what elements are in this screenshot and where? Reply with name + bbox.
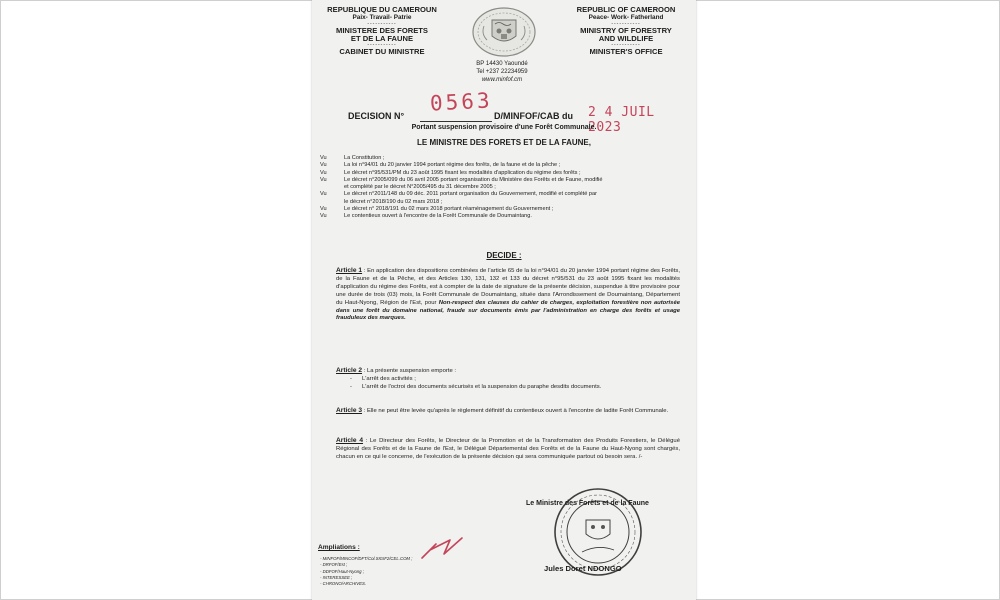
- signatory-name: Jules Doret NDONGO: [544, 564, 622, 573]
- vu-text: Le contentieux ouvert à l'encontre de la Forêt Communale de Doumaintang.: [344, 213, 532, 220]
- ampliation-item: - CHRONO/ARCHIVES.: [320, 581, 367, 587]
- header-right-separator: -----------: [611, 42, 641, 48]
- vu-key: [320, 184, 344, 191]
- header-left-line2: Paix- Travail- Patrie: [352, 14, 412, 21]
- vu-item: [320, 199, 690, 206]
- vu-text: La Constitution ;: [344, 155, 385, 161]
- vu-key: Vu: [320, 213, 327, 220]
- header-right-line2: Peace- Work- Fatherland: [588, 14, 664, 21]
- article-3: [336, 407, 680, 416]
- vu-text: le décret n°2018/190 du 02 mars 2018 ;: [344, 198, 443, 205]
- red-signature-scribble-icon: [420, 536, 464, 562]
- vu-text: et complété par le décret N°2005/495 du 31 décembre 2005 ;: [344, 184, 496, 191]
- article-2-item: - L'arrêt des activités ;: [350, 375, 416, 382]
- vu-text: Le décret n°2005/099 du 06 avril 2005 portant organisation du Ministère des Forêts et de Faune, modifié: [344, 176, 603, 183]
- article-2-item-text: L'arrêt des activités ;: [362, 375, 416, 382]
- contact-bp: BP 14430 Yaoundé: [476, 61, 528, 67]
- header-left-line1: REPUBLIQUE DU CAMEROUN: [327, 5, 437, 14]
- minister-heading: LE MINISTRE DES FORETS ET DE LA FAUNE,: [417, 138, 591, 147]
- article-2: [336, 367, 680, 392]
- header-right-line3: MINISTRY OF FORESTRY: [580, 26, 672, 35]
- article-3-label: Article 3: [336, 407, 363, 414]
- vu-key: [320, 199, 344, 206]
- vu-item: [320, 213, 690, 220]
- vu-key: Vu: [320, 176, 327, 183]
- vu-key: Vu: [320, 162, 327, 169]
- article-1-text: : En application des dispositions combinées de l'article 65 de la loi n°94/01 du 20 janvier 1994 portant régime des Forêts, de la Faune et de la Pêche, et des Articles 130, 131, 132 et 133 du décret n°95/531 du 23 août 1995 fixant les modalités d'application du régime des Forêts, est à compter de la date de signature de la présente décision, suspendue à titre provisoire pour une durée de trois (03) mois, la Forêt Communale de Doumaintang, située dans l'Arrondissement de Doumaintang, Département du Haut-Nyong, Région de l'Est, pour: [336, 268, 680, 306]
- ampliation-item: - DDFOF/Haut-Nyong ;: [320, 568, 364, 574]
- ampliation-item: - DRFOF/Est ;: [320, 562, 348, 568]
- vu-text: Le décret n° 2018/191 du 02 mars 2018 portant réaménagement du Gouvernement ;: [344, 206, 554, 213]
- header-right-line5: MINISTER'S OFFICE: [589, 47, 663, 56]
- ampliation-item: - INTERESSEE ;: [320, 574, 353, 580]
- header-right-separator: -----------: [611, 21, 641, 27]
- vu-text: Le décret n°95/531/PM du 23 août 1995 fixant les modalités d'application du régime des forêts ;: [344, 169, 581, 176]
- vu-key: Vu: [320, 169, 327, 176]
- header-left-line5: CABINET DU MINISTRE: [339, 47, 425, 56]
- vu-item: [320, 170, 690, 177]
- vu-item: [320, 162, 690, 169]
- article-3-text: : Elle ne peut être levée qu'après le règlement définitif du contentieux ouvert à l'encontre de ladite Forêt Communale.: [362, 408, 669, 414]
- article-1-emphasis: Non-respect des clauses du cahier de charges, exploitation forestière non autorisée dans une forêt du domaine national, fraude sur documents émis par l'administration en charge des forêts et usage frauduleux des marques.: [336, 299, 681, 322]
- header-left: [318, 6, 446, 56]
- decision-number-stamp: 0563: [429, 88, 494, 116]
- header-right: [562, 6, 690, 56]
- article-4: [336, 437, 680, 462]
- article-1-label: Article 1: [336, 267, 363, 274]
- article-4-label: Article 4: [336, 437, 364, 444]
- vu-list: [320, 155, 690, 221]
- decision-label: DECISION N°: [348, 111, 405, 121]
- decide-heading: DECIDE :: [486, 251, 522, 260]
- vu-text: La loi n°94/01 du 20 janvier 1994 portant régime des forêts, de la faune et de la pêche ;: [344, 162, 561, 169]
- ampliations-label: Ampliations :: [318, 544, 360, 551]
- decision-date-stamp: 2 4 JUIL 2023: [588, 105, 655, 135]
- vu-key: Vu: [320, 155, 327, 161]
- header-right-line1: REPUBLIC OF CAMEROON: [576, 5, 676, 14]
- vu-key: Vu: [320, 191, 327, 198]
- article-2-item: - L'arrêt de l'octroi des documents sécurisés et la suspension du paraphe desdits documents.: [350, 383, 602, 390]
- header-left-separator: -----------: [367, 42, 397, 48]
- article-2-label: Article 2: [336, 367, 363, 374]
- vu-item: [320, 206, 690, 213]
- article-2-item-text: L'arrêt de l'octroi des documents sécurisés et la suspension du paraphe desdits documents.: [362, 383, 602, 390]
- document-page: [312, 0, 696, 600]
- signatory-title: Le Ministre des Forêts et de la Faune: [526, 500, 649, 507]
- contact-web: www.minfof.cm: [481, 77, 523, 83]
- vu-item: [320, 177, 690, 184]
- ampliations-list: [320, 556, 412, 587]
- decision-subtitle: Portant suspension provisoire d'une Forêt Communale.: [411, 124, 597, 131]
- decision-reference: D/MINFOF/CAB du: [494, 111, 573, 121]
- decision-number-line: [420, 121, 492, 122]
- header-right-line4: AND WILDLIFE: [598, 34, 654, 43]
- vu-item: [320, 184, 690, 191]
- article-4-text: : Le Directeur des Forêts, le Directeur de la Promotion et de la Transformation des Produits Forestiers, le Délégué Régional des Forêts et de la Faune de l'Est, le Délégué Départemental des Forêts et de la Faune du Haut-Nyong sont chargés, chacun en ce qui le concerne, de l'exécution de la présente décision qui sera communiquée partout où besoin sera. /-: [336, 438, 680, 460]
- ampliation-item: - MINFOF/MINCOF/DFT/Col.SIGIF2/CEL.COM ;: [320, 556, 413, 561]
- coat-of-arms-emblem-icon: [470, 6, 538, 58]
- header-left-line3: MINISTERE DES FORETS: [336, 26, 428, 35]
- article-1: [336, 267, 680, 323]
- article-2-text: : La présente suspension emporte :: [362, 368, 457, 374]
- header-left-separator: -----------: [367, 21, 397, 27]
- vu-item: [320, 191, 690, 198]
- contact-tel: Tel +237 22234959: [476, 69, 528, 75]
- vu-key: Vu: [320, 206, 327, 213]
- vu-text: Le décret n°2011/148 du 09 déc. 2011 portant organisation du Gouvernement, modifié et complété par: [344, 191, 597, 198]
- header-left-line4: ET DE LA FAUNE: [350, 34, 414, 43]
- contact-block: [452, 60, 552, 84]
- vu-item: [320, 155, 690, 162]
